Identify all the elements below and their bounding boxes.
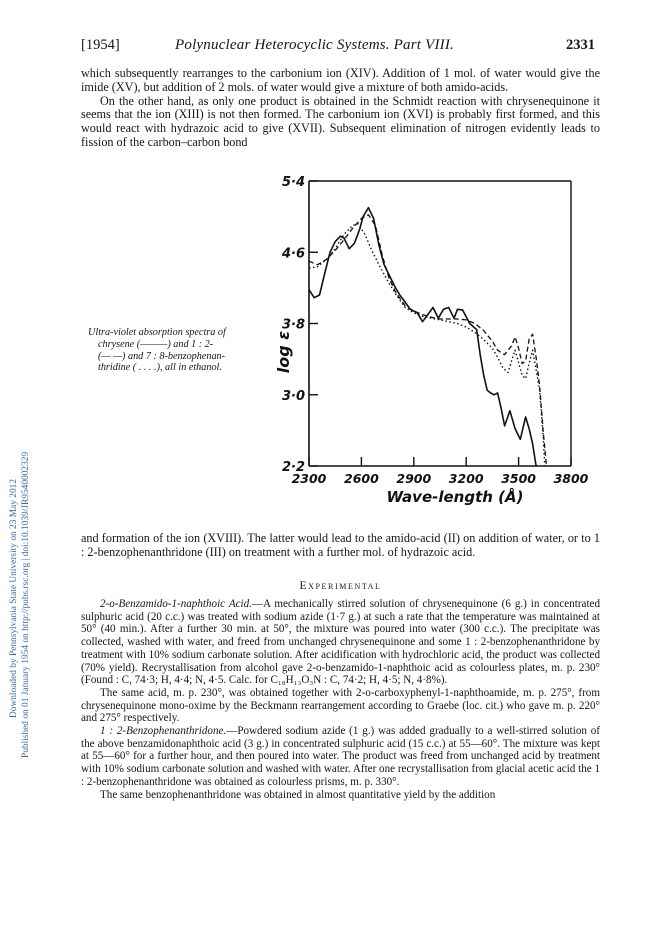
published-notice[interactable]: Published on 01 January 1954 on http://pubs.rsc.org | doi:10.1039/JR9540002329 (21, 451, 31, 758)
experiment-paragraph-3 (81, 725, 600, 789)
series-line-dashed (309, 215, 547, 466)
x-tick-label: 2600 (344, 471, 379, 486)
experiment-paragraph-4: The same benzophenanthridone was obtained in almost quantitative yield by the addition (100, 788, 496, 801)
y-tick-label: 3·0 (281, 388, 305, 404)
intro-text (81, 67, 600, 150)
paragraph-3: and formation of the ion (XVIII). The latter would lead to the amido-acid (II) on addition of water, or to 1 : 2-benzophenanthridone (III) on treatment with a further mol. of hydrazoic acid. (81, 531, 600, 559)
x-tick-label: 3500 (501, 471, 536, 486)
page-number: 2331 (566, 37, 595, 53)
compound-name: 2-o-Benzamido-1-naphthoic Acid. (100, 598, 252, 610)
post-figure-text (81, 532, 600, 560)
x-tick-label: 3800 (553, 471, 589, 486)
x-tick-label: 2900 (396, 471, 432, 486)
x-axis-label: Wave-length (Å) (386, 488, 524, 506)
downloaded-notice[interactable]: Downloaded by Pennsylvania State University on 23 May 2012 (9, 478, 19, 718)
caption-line: (— —) and 7 : 8-benzophenan- (98, 350, 226, 362)
experimental-text (81, 598, 600, 801)
section-heading (81, 579, 600, 592)
y-tick-label: 5·4 (281, 175, 305, 190)
caption-line: chrysene (———) and 1 : 2- (98, 338, 214, 350)
caption-line: thridine ( . . . .), all in ethanol. (98, 362, 222, 374)
experiment-paragraph-2: The same acid, m. p. 230°, was obtained together with 2-o-carboxyphenyl-1-naphthoamide, m. p. 275°, from chrysenequinone mono-oxime by the Beckmann rearrangement according to Graebe (loc. cit.) who gave m. p. 220° and 275° respectively. (81, 686, 600, 725)
journal-year: [1954] (81, 37, 120, 53)
series-line-solid (309, 208, 536, 466)
compound-name: 1 : 2-Benzophenanthridone. (100, 725, 227, 738)
x-tick-label: 2300 (291, 471, 327, 486)
y-tick-label: 2·2 (281, 460, 305, 475)
caption-line: Ultra-violet absorption spectra of (88, 327, 226, 338)
experiment-body: —Powdered sodium azide (1 g.) was added gradually to a well-stirred solution of the above benzamidonaphthoic acid (3 g.) in concentrated sulphuric acid (15 c.c.) at 55—60°. The mixture was kept at 55—60° for a further hour, and then poured into water. The product was freed from unchanged acid by treatment with 10% sodium carbonate solution and washed with water. After one recrystallisation from glacial acetic acid the 1 : 2-benzophenanthridone was obtained as colourless prisms, m. p. 330°. (81, 725, 600, 788)
y-tick-label: 4·6 (281, 246, 305, 262)
paragraph-1: which subsequently rearranges to the carbonium ion (XIV). Addition of 1 mol. of water would give the imide (XV), but addition of 2 mols. of water would give a mixture of both amido-acids. (81, 66, 600, 94)
download-watermark (0, 0, 31, 936)
experiment-paragraph-1 (81, 598, 600, 687)
x-tick-label: 3200 (448, 471, 484, 486)
section-heading-text: Experimental (299, 579, 382, 592)
y-axis-label: log ε (274, 330, 293, 374)
running-title: Polynuclear Heterocyclic Systems. Part VIII. (175, 37, 454, 53)
figure-caption (88, 327, 258, 374)
paragraph-2: On the other hand, as only one product is obtained in the Schmidt reaction with chrysenequinone it seems that the ion (XIII) is not then formed. The carbonium ion (XVI) is probably first formed, and this would react with hydrazoic acid to give (XVII). Subsequent elimination of nitrogen evidently leads to fission of the carbon–carbon bond (81, 93, 600, 149)
series-line-dotted (309, 224, 545, 466)
experiment-body: —A mechanically stirred solution of chrysenequinone (6 g.) in concentrated sulphuric acid (20 c.c.) was treated with sodium azide (1·7 g.) at such a rate that the temperature was maintained at 50° (40 min.). After a further 30 min. at 50°, the mixture was poured into water (300 c.c.). The precipitate was collected, washed with water, and freed from unchanged chrysenequinone and some 1 : 2-benzophenanthridone by treatment with 10% sodium carbonate solution. After acidification with hydrochloric acid, the product was collected (70% yield). Recrystallisation from alcohol gave 2-o-benzamido-1-naphthoic acid as colourless plates, m. p. 230° (Found : C, 74·3; H, 4·4; N, 4·5. Calc. for C₁₈H₁₃O₃N : C, 74·2; H, 4·5; N, 4·8%). (81, 598, 600, 687)
y-tick-label: 3·8 (281, 317, 305, 333)
